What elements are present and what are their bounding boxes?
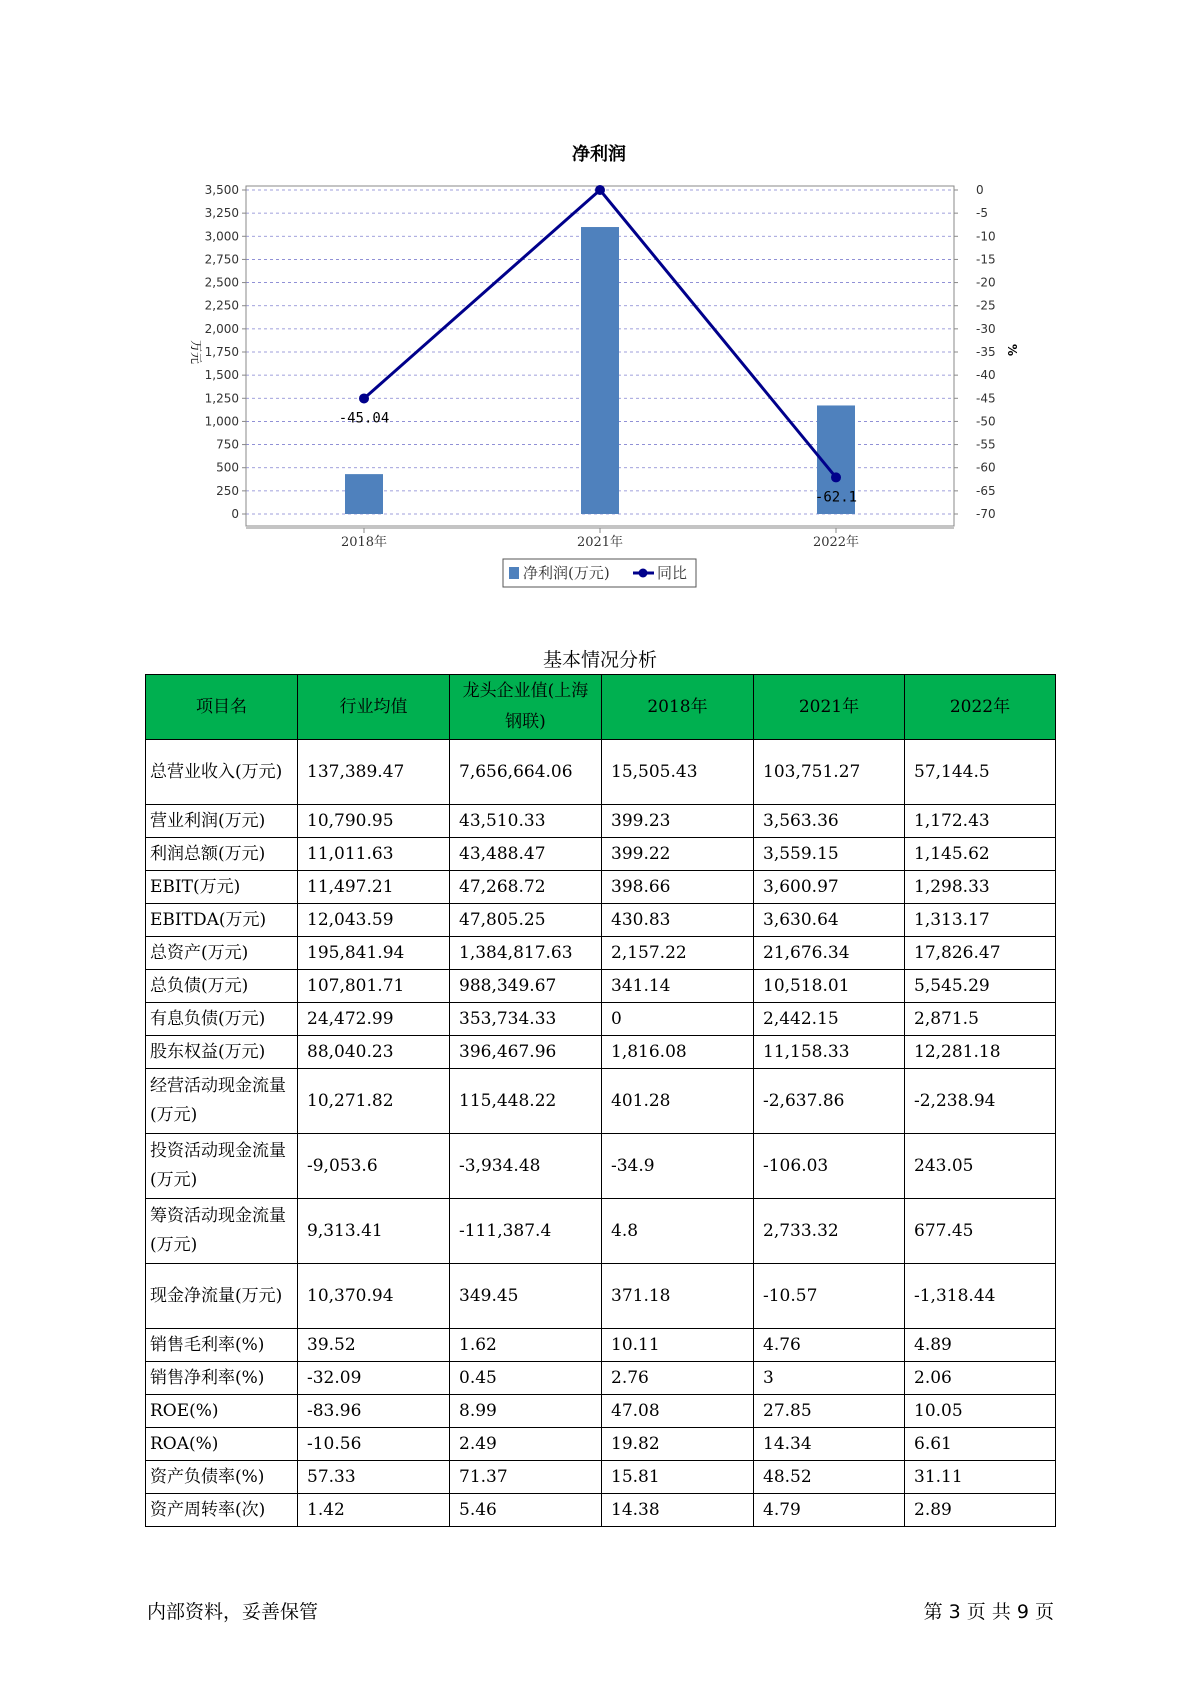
line-point (831, 472, 841, 482)
table-row (146, 1199, 1056, 1264)
y2-tick-label: -60 (976, 460, 996, 475)
table-cell: 0.45 (450, 1362, 602, 1395)
table-cell: 107,801.71 (298, 970, 450, 1003)
table-cell: -106.03 (754, 1134, 905, 1199)
row-label: 资产负债率(%) (146, 1461, 298, 1494)
table-row (146, 1329, 1056, 1362)
table-cell: 115,448.22 (450, 1069, 602, 1134)
legend (503, 559, 696, 587)
table-cell: 31.11 (905, 1461, 1056, 1494)
table-cell: -10.56 (298, 1428, 450, 1461)
y-tick-label: 2,750 (204, 252, 239, 267)
table-row (146, 1036, 1056, 1069)
x-tick-label: 2021年 (576, 535, 624, 550)
row-label: 有息负债(万元) (146, 1003, 298, 1036)
table-cell: 21,676.34 (754, 937, 905, 970)
table-row (146, 937, 1056, 970)
y2-tick-label: -5 (976, 206, 988, 221)
table-row (146, 805, 1056, 838)
y2-tick-label: -30 (976, 321, 996, 336)
table-cell: 43,510.33 (450, 805, 602, 838)
table-cell: 1,313.17 (905, 904, 1056, 937)
y-tick-label: 2,250 (204, 298, 239, 313)
table-cell: 4.89 (905, 1329, 1056, 1362)
table-cell: 195,841.94 (298, 937, 450, 970)
table-cell: 3 (754, 1362, 905, 1395)
row-label: 筹资活动现金流量(万元) (146, 1199, 298, 1264)
table-cell: 10,271.82 (298, 1069, 450, 1134)
table-cell: 14.34 (754, 1428, 905, 1461)
table-cell: 4.76 (754, 1329, 905, 1362)
y2-tick-label: -55 (976, 437, 996, 452)
table-body (146, 740, 1056, 1527)
table-cell: 88,040.23 (298, 1036, 450, 1069)
bar (581, 227, 619, 514)
table-row (146, 1395, 1056, 1428)
row-label: 销售净利率(%) (146, 1362, 298, 1395)
row-label: 总资产(万元) (146, 937, 298, 970)
table-cell: 11,158.33 (754, 1036, 905, 1069)
legend-bar-label: 净利润(万元) (523, 564, 610, 582)
table-cell: 47,805.25 (450, 904, 602, 937)
table-cell: 15,505.43 (602, 740, 754, 805)
table-row (146, 1461, 1056, 1494)
table-cell: 401.28 (602, 1069, 754, 1134)
table-cell: 341.14 (602, 970, 754, 1003)
table-cell: 12,281.18 (905, 1036, 1056, 1069)
table-cell: 243.05 (905, 1134, 1056, 1199)
table-cell: 10,790.95 (298, 805, 450, 838)
footer-page-number: 第 3 页 共 9 页 (923, 1601, 1054, 1623)
legend-bar-swatch (509, 567, 519, 579)
table-cell: 12,043.59 (298, 904, 450, 937)
y-axis-left-ticks (205, 183, 246, 521)
row-label: 现金净流量(万元) (146, 1264, 298, 1329)
table-cell: 47,268.72 (450, 871, 602, 904)
line-point (359, 393, 369, 403)
table-header-row (146, 675, 1056, 740)
y2-tick-label: -35 (976, 345, 996, 359)
table-cell: 57,144.5 (905, 740, 1056, 805)
table-cell: 27.85 (754, 1395, 905, 1428)
table-cell: 2,157.22 (602, 937, 754, 970)
row-label: 总负债(万元) (146, 970, 298, 1003)
y-tick-label: 1,500 (204, 368, 239, 383)
x-tick-label: 2022年 (812, 535, 860, 550)
row-label: EBIT(万元) (146, 871, 298, 904)
row-label: 投资活动现金流量(万元) (146, 1134, 298, 1199)
table-cell: 398.66 (602, 871, 754, 904)
table-cell: -2,238.94 (905, 1069, 1056, 1134)
bar-series (345, 227, 858, 514)
table-title: 基本情况分析 (542, 649, 657, 671)
table-cell: 988,349.67 (450, 970, 602, 1003)
legend-line-label: 同比 (657, 564, 688, 582)
table-cell: -83.96 (298, 1395, 450, 1428)
row-label: 利润总额(万元) (146, 838, 298, 871)
table-cell: 1,816.08 (602, 1036, 754, 1069)
y2-tick-label: -50 (976, 414, 996, 429)
table-cell: -111,387.4 (450, 1199, 602, 1264)
row-label: 销售毛利率(%) (146, 1329, 298, 1362)
table-row (146, 1264, 1056, 1329)
table-cell: 47.08 (602, 1395, 754, 1428)
table-cell: 5.46 (450, 1494, 602, 1527)
y2-tick-label: 0 (976, 183, 984, 197)
table-cell: 349.45 (450, 1264, 602, 1329)
data-label: -45.04 (338, 410, 390, 427)
table-cell: 57.33 (298, 1461, 450, 1494)
y-axis-label: 万元 (189, 339, 203, 365)
table-cell: 2,733.32 (754, 1199, 905, 1264)
table-row (146, 740, 1056, 805)
table-cell: 1,384,817.63 (450, 937, 602, 970)
header-leader-value: 龙头企业值(上海钢联) (450, 675, 602, 740)
y2-tick-label: -20 (976, 275, 996, 290)
table-cell: 11,497.21 (298, 871, 450, 904)
analysis-table (145, 674, 1056, 1527)
row-label: 经营活动现金流量(万元) (146, 1069, 298, 1134)
table-row (146, 1069, 1056, 1134)
row-label: 资产周转率(次) (146, 1494, 298, 1527)
table-row (146, 871, 1056, 904)
table-cell: 43,488.47 (450, 838, 602, 871)
table-cell: 396,467.96 (450, 1036, 602, 1069)
chart-title: 净利润 (572, 144, 626, 165)
y-tick-label: 3,500 (204, 183, 239, 197)
y-tick-label: 2,000 (204, 321, 239, 336)
table-row (146, 1134, 1056, 1199)
y-tick-label: 0 (231, 507, 239, 521)
table-cell: 2.06 (905, 1362, 1056, 1395)
table-row (146, 970, 1056, 1003)
table-row (146, 1428, 1056, 1461)
table-row (146, 1494, 1056, 1527)
table-row (146, 838, 1056, 871)
table-cell: 1.42 (298, 1494, 450, 1527)
table-cell: 353,734.33 (450, 1003, 602, 1036)
y2-axis-label: % (1005, 343, 1019, 357)
table-cell: 3,559.15 (754, 838, 905, 871)
y2-tick-label: -65 (976, 483, 996, 498)
row-label: ROE(%) (146, 1395, 298, 1428)
y-tick-label: 1,000 (204, 414, 239, 429)
y2-tick-label: -45 (976, 391, 996, 406)
y2-tick-label: -40 (976, 368, 996, 383)
table-cell: 10.05 (905, 1395, 1056, 1428)
legend-line-marker (639, 569, 648, 578)
table-cell: -32.09 (298, 1362, 450, 1395)
table-cell: -10.57 (754, 1264, 905, 1329)
table-cell: -2,637.86 (754, 1069, 905, 1134)
table-cell: 399.23 (602, 805, 754, 838)
x-tick-label: 2018年 (340, 535, 388, 550)
table-cell: 3,600.97 (754, 871, 905, 904)
table-cell: 10,370.94 (298, 1264, 450, 1329)
table-cell: -3,934.48 (450, 1134, 602, 1199)
table-cell: 14.38 (602, 1494, 754, 1527)
table-cell: 430.83 (602, 904, 754, 937)
header-industry-avg: 行业均值 (298, 675, 450, 740)
y2-tick-label: -15 (976, 252, 996, 267)
y-tick-label: 750 (216, 437, 239, 452)
table-cell: 1,172.43 (905, 805, 1056, 838)
table-row (146, 904, 1056, 937)
y-tick-label: 1,250 (204, 391, 239, 406)
y-tick-label: 3,000 (204, 229, 239, 244)
table-cell: 1,145.62 (905, 838, 1056, 871)
table-cell: 11,011.63 (298, 838, 450, 871)
table-cell: 4.79 (754, 1494, 905, 1527)
table-cell: 677.45 (905, 1199, 1056, 1264)
line-point (595, 185, 605, 195)
table-cell: 48.52 (754, 1461, 905, 1494)
data-label: -62.1 (814, 489, 858, 506)
table-cell: 2.76 (602, 1362, 754, 1395)
y2-tick-label: -70 (976, 507, 996, 521)
table-cell: 19.82 (602, 1428, 754, 1461)
table-cell: 0 (602, 1003, 754, 1036)
y-tick-label: 3,250 (204, 206, 239, 221)
table-cell: 9,313.41 (298, 1199, 450, 1264)
table-cell: 71.37 (450, 1461, 602, 1494)
y-tick-label: 500 (216, 460, 239, 475)
header-2022: 2022年 (905, 675, 1056, 740)
y2-tick-label: -10 (976, 229, 996, 244)
table-cell: 103,751.27 (754, 740, 905, 805)
row-label: EBITDA(万元) (146, 904, 298, 937)
y-tick-label: 2,500 (204, 275, 239, 290)
table-cell: 2,871.5 (905, 1003, 1056, 1036)
table-cell: -9,053.6 (298, 1134, 450, 1199)
y-tick-label: 250 (216, 483, 239, 498)
table-cell: 39.52 (298, 1329, 450, 1362)
row-label: 股东权益(万元) (146, 1036, 298, 1069)
row-label: ROA(%) (146, 1428, 298, 1461)
y2-tick-label: -25 (976, 298, 996, 313)
table-cell: 10.11 (602, 1329, 754, 1362)
table-cell: 7,656,664.06 (450, 740, 602, 805)
row-label: 总营业收入(万元) (146, 740, 298, 805)
footer-confidential-note: 内部资料，妥善保管 (147, 1601, 319, 1623)
bar (345, 474, 383, 514)
table-cell: 8.99 (450, 1395, 602, 1428)
table-row (146, 1003, 1056, 1036)
header-item-name: 项目名 (146, 675, 298, 740)
table-cell: 24,472.99 (298, 1003, 450, 1036)
row-label: 营业利润(万元) (146, 805, 298, 838)
x-axis-ticks (341, 528, 859, 550)
net-profit-chart (0, 0, 1191, 600)
table-cell: 17,826.47 (905, 937, 1056, 970)
header-2018: 2018年 (602, 675, 754, 740)
table-cell: 3,563.36 (754, 805, 905, 838)
table-cell: 15.81 (602, 1461, 754, 1494)
table-cell: 371.18 (602, 1264, 754, 1329)
table-cell: 5,545.29 (905, 970, 1056, 1003)
table-cell: 1.62 (450, 1329, 602, 1362)
table-cell: 137,389.47 (298, 740, 450, 805)
table-cell: 399.22 (602, 838, 754, 871)
table-cell: 3,630.64 (754, 904, 905, 937)
table-cell: 2.49 (450, 1428, 602, 1461)
table-cell: 1,298.33 (905, 871, 1056, 904)
table-cell: 6.61 (905, 1428, 1056, 1461)
table-cell: -1,318.44 (905, 1264, 1056, 1329)
table-row (146, 1362, 1056, 1395)
table-cell: 10,518.01 (754, 970, 905, 1003)
table-cell: 2.89 (905, 1494, 1056, 1527)
table-cell: 4.8 (602, 1199, 754, 1264)
header-2021: 2021年 (754, 675, 905, 740)
y-tick-label: 1,750 (204, 345, 239, 359)
y-axis-right-ticks (954, 183, 996, 521)
table-cell: -34.9 (602, 1134, 754, 1199)
table-cell: 2,442.15 (754, 1003, 905, 1036)
